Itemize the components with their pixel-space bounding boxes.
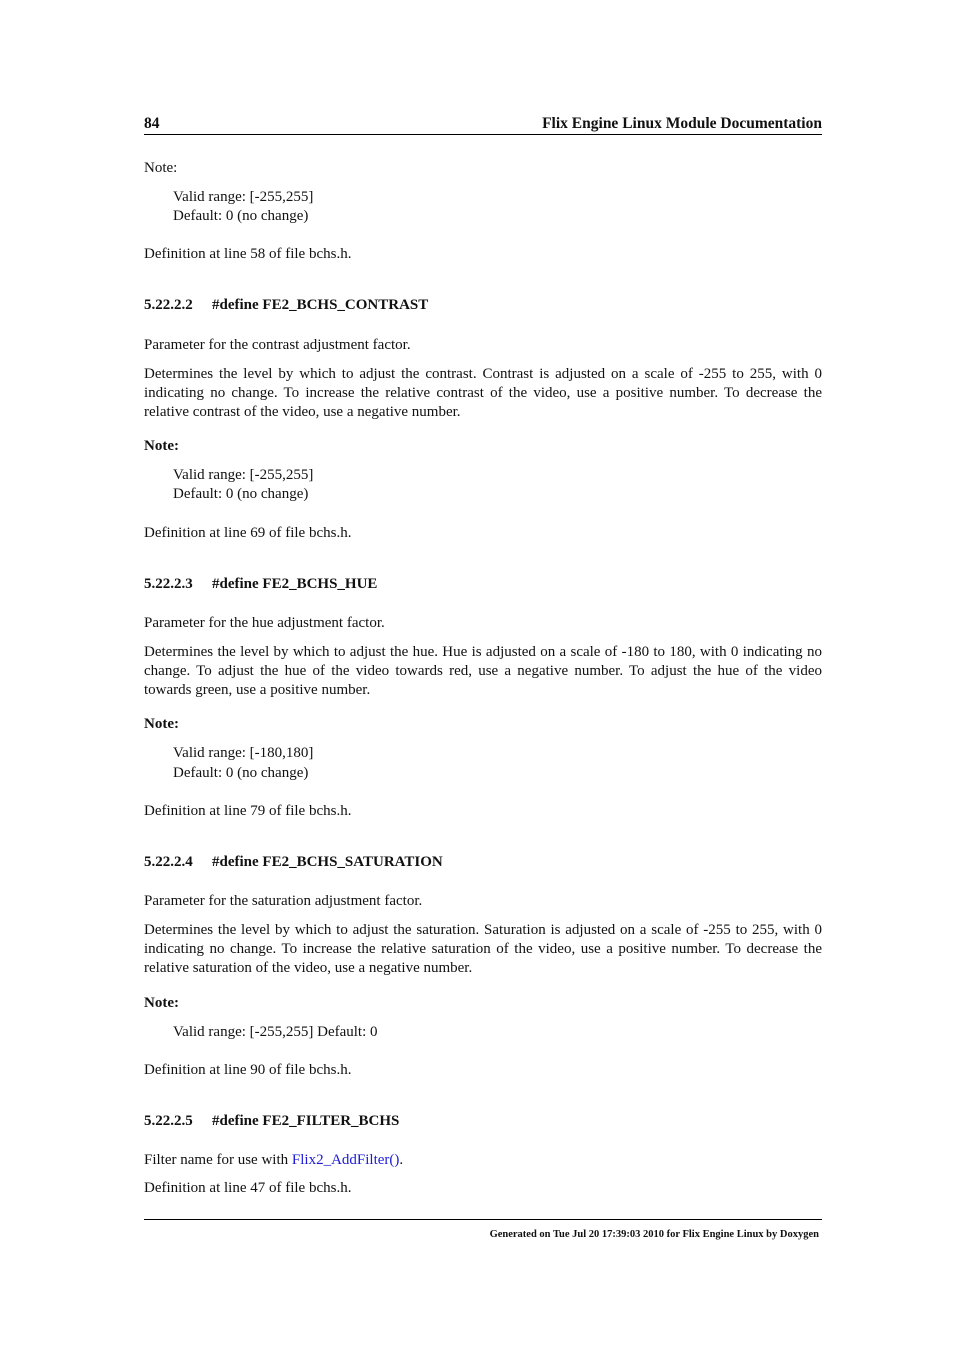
page-header — [144, 112, 822, 135]
page-footer — [144, 1219, 822, 1244]
section-number: 5.22.2.2 — [144, 297, 193, 313]
section-number: 5.22.2.3 — [144, 576, 193, 592]
definition-line: Definition at line 47 of file bchs.h. — [144, 1180, 352, 1196]
note-valid-range: Valid range: [-255,255] — [173, 467, 314, 483]
note-label: Note: — [144, 160, 178, 176]
brief-prefix: Filter name for use with — [144, 1152, 292, 1168]
note-label: Note: — [144, 995, 179, 1011]
brief-description: Parameter for the hue adjustment factor. — [144, 615, 385, 631]
section-title: #define FE2_BCHS_SATURATION — [212, 854, 443, 870]
page-number: 84 — [144, 115, 160, 132]
section-number: 5.22.2.4 — [144, 854, 193, 870]
note-label: Note: — [144, 438, 179, 454]
section-heading — [144, 296, 822, 315]
detailed-description: Determines the level by which to adjust the saturation. Saturation is adjusted on a scale of -255 to 255, with 0 indicating no change. To increase the relative saturation of the video, use a positive number. To decrease the relative saturation of the video, use a negative number. — [144, 922, 822, 976]
definition-line: Definition at line 58 of file bchs.h. — [144, 246, 352, 262]
note-valid-range: Valid range: [-255,255] — [173, 189, 314, 205]
section-number: 5.22.2.5 — [144, 1113, 193, 1129]
note-valid-range: Valid range: [-180,180] — [173, 745, 314, 761]
note-valid-range: Valid range: [-255,255] Default: 0 — [173, 1024, 378, 1040]
section-title: #define FE2_BCHS_HUE — [212, 576, 378, 592]
definition-line: Definition at line 79 of file bchs.h. — [144, 803, 352, 819]
brief-description: Parameter for the contrast adjustment factor. — [144, 337, 411, 353]
detailed-description: Determines the level by which to adjust the contrast. Contrast is adjusted on a scale of -255 to 255, with 0 indicating no change. To increase the relative contrast of the video, use a positive number. To decrease the relative contrast of the video, use a negative number. — [144, 366, 822, 420]
section-title: #define FE2_BCHS_CONTRAST — [212, 297, 429, 313]
definition-line: Definition at line 69 of file bchs.h. — [144, 525, 352, 541]
note-default: Default: 0 (no change) — [173, 765, 309, 781]
footer-text: Generated on Tue Jul 20 17:39:03 2010 for Flix Engine Linux by Doxygen — [489, 1229, 819, 1240]
note-default: Default: 0 (no change) — [173, 208, 309, 224]
brief-description: Parameter for the saturation adjustment factor. — [144, 893, 423, 909]
definition-line: Definition at line 90 of file bchs.h. — [144, 1062, 352, 1078]
section-heading — [144, 575, 822, 594]
note-default: Default: 0 (no change) — [173, 486, 309, 502]
detailed-description: Determines the level by which to adjust the hue. Hue is adjusted on a scale of -180 to 180, with 0 indicating no change. To adjust the hue of the video towards red, use a negative number. To adjust the hue of the video towards green, use a positive number. — [144, 644, 822, 698]
section-heading — [144, 1112, 822, 1131]
note-label: Note: — [144, 716, 179, 732]
section-heading — [144, 853, 822, 872]
brief-description — [144, 1151, 822, 1170]
brief-suffix: . — [399, 1152, 404, 1168]
document-title: Flix Engine Linux Module Documentation — [542, 115, 822, 132]
flix2-addfilter-link[interactable]: Flix2_AddFilter() — [291, 1152, 400, 1168]
section-title: #define FE2_FILTER_BCHS — [212, 1113, 400, 1129]
